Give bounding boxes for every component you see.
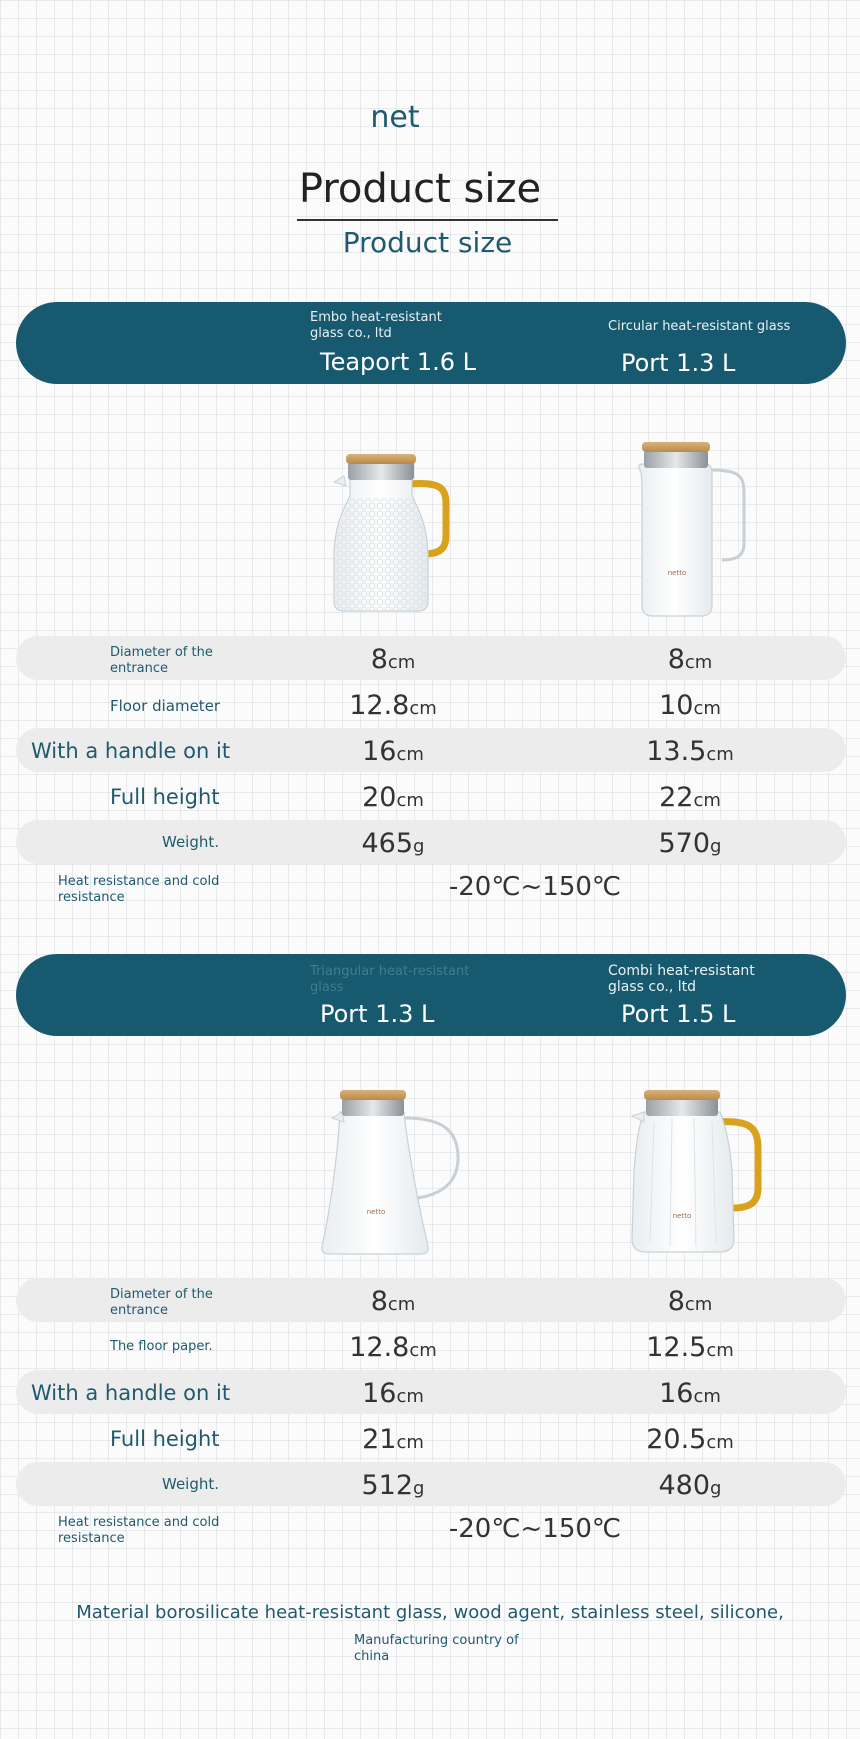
value-cell: 8cm bbox=[667, 1286, 713, 1317]
row-label-entrance-diameter: Diameter of the entrance bbox=[110, 1287, 213, 1318]
row-label-heat-resistance: Heat resistance and cold resistance bbox=[58, 1515, 220, 1546]
value-cell: 22cm bbox=[659, 782, 721, 813]
row-label-weight: Weight. bbox=[162, 833, 220, 851]
value-cell: 20.5cm bbox=[646, 1424, 734, 1455]
product-header-band-2 bbox=[16, 954, 846, 1036]
product-name: Teaport 1.6 L bbox=[320, 348, 477, 376]
page-title: Product size bbox=[298, 166, 542, 212]
product-name: Port 1.3 L bbox=[621, 349, 736, 377]
brand-name: net bbox=[370, 100, 420, 135]
row-label-weight: Weight. bbox=[162, 1475, 220, 1493]
pitcher-combi-image bbox=[624, 1082, 764, 1258]
product-caption: Circular heat-resistant glass bbox=[608, 319, 791, 334]
pitcher-brand-mark: netto bbox=[672, 1212, 692, 1220]
value-heat-resistance: -20℃~150℃ bbox=[448, 1514, 622, 1544]
row-label-floor-diameter: Floor diameter bbox=[110, 697, 221, 715]
manufacturing-country: Manufacturing country of china bbox=[354, 1633, 519, 1664]
pitcher-brand-mark: netto bbox=[366, 1208, 386, 1216]
value-cell: 16cm bbox=[659, 1378, 721, 1409]
value-cell: 12.8cm bbox=[349, 690, 437, 721]
value-cell: 13.5cm bbox=[646, 736, 734, 767]
value-cell: 16cm bbox=[362, 1378, 424, 1409]
product-caption: Combi heat-resistant glass co., ltd bbox=[608, 963, 755, 995]
value-cell: 8cm bbox=[370, 1286, 416, 1317]
row-label-full-height: Full height bbox=[110, 1427, 220, 1451]
value-cell: 12.5cm bbox=[646, 1332, 734, 1363]
product-caption: Triangular heat-resistant glass bbox=[310, 964, 470, 995]
value-cell: 16cm bbox=[362, 736, 424, 767]
pitcher-circular-image bbox=[632, 434, 752, 618]
material-description: Material borosilicate heat-resistant glass, wood agent, stainless steel, silicone, bbox=[76, 1602, 784, 1623]
pitcher-triangular-image bbox=[318, 1082, 468, 1258]
value-cell: 20cm bbox=[362, 782, 424, 813]
value-cell: 21cm bbox=[362, 1424, 424, 1455]
value-cell: 12.8cm bbox=[349, 1332, 437, 1363]
row-label-full-height: Full height bbox=[110, 785, 220, 809]
value-cell: 8cm bbox=[370, 644, 416, 675]
product-name: Port 1.3 L bbox=[320, 1000, 435, 1028]
value-cell: 570g bbox=[658, 828, 722, 859]
value-heat-resistance: -20℃~150℃ bbox=[448, 872, 622, 902]
value-cell: 8cm bbox=[667, 644, 713, 675]
pitcher-embo-image bbox=[320, 446, 460, 616]
value-cell: 465g bbox=[361, 828, 425, 859]
product-name: Port 1.5 L bbox=[621, 1000, 736, 1028]
pitcher-brand-mark: netto bbox=[667, 569, 687, 577]
row-label-heat-resistance: Heat resistance and cold resistance bbox=[58, 874, 220, 905]
page-subtitle: Product size bbox=[342, 226, 513, 259]
product-header-band-1 bbox=[16, 302, 846, 384]
value-cell: 512g bbox=[361, 1470, 425, 1501]
row-label-entrance-diameter: Diameter of the entrance bbox=[110, 645, 213, 676]
row-label-with-handle: With a handle on it bbox=[31, 739, 231, 763]
row-label-with-handle: With a handle on it bbox=[31, 1381, 231, 1405]
product-caption: Embo heat-resistant glass co., ltd bbox=[310, 310, 442, 341]
title-underline bbox=[297, 219, 558, 221]
value-cell: 480g bbox=[658, 1470, 722, 1501]
row-label-floor: The floor paper. bbox=[110, 1339, 213, 1354]
value-cell: 10cm bbox=[659, 690, 721, 721]
